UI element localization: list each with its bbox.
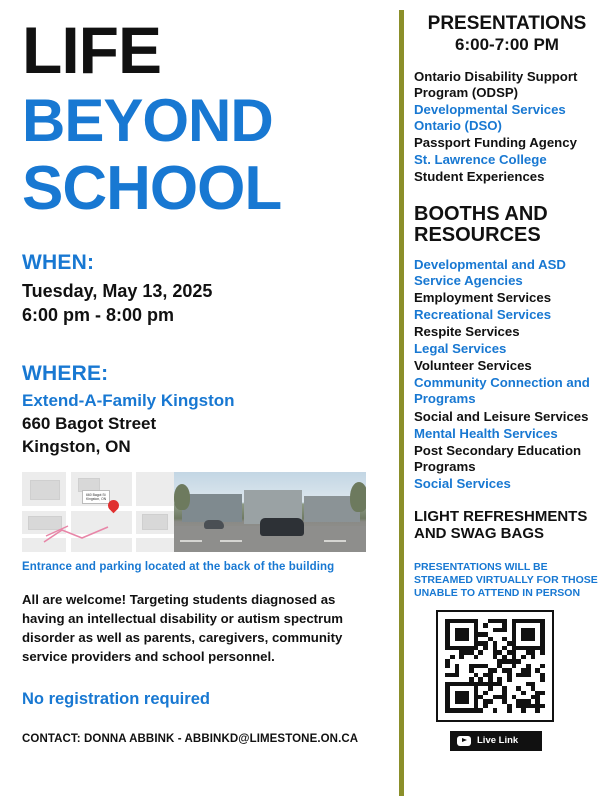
list-item: Volunteer Services bbox=[414, 358, 532, 374]
map-tooltip: 660 Bagot St Kingston, ON bbox=[82, 490, 110, 505]
image-strip bbox=[22, 472, 366, 552]
list-item: Legal Services bbox=[414, 341, 507, 357]
list-item: Student Experiences bbox=[414, 169, 545, 185]
presentations-list bbox=[414, 69, 600, 186]
refreshments-note: LIGHT REFRESHMENTS AND SWAG BAGS bbox=[414, 508, 588, 543]
title-line-beyond: BEYOND bbox=[22, 86, 273, 154]
when-label: WHEN: bbox=[22, 250, 95, 274]
booths-list bbox=[414, 257, 600, 492]
image-caption: Entrance and parking located at the back of the building bbox=[22, 560, 335, 573]
presentations-time: 6:00-7:00 PM bbox=[455, 34, 559, 54]
when-date: Tuesday, May 13, 2025 bbox=[22, 280, 213, 301]
qr-code-matrix bbox=[445, 619, 545, 713]
list-item: Social and Leisure Services bbox=[414, 408, 589, 424]
audience-description: All are welcome! Targeting students diagnosed as having an intellectual disability or autism spectrum disorder as well as parents, caregivers, community service providers and school personnel. bbox=[22, 591, 343, 665]
booths-title: BOOTHS AND RESOURCES bbox=[414, 202, 548, 247]
right-column bbox=[400, 0, 610, 807]
list-item: Post Secondary Education Programs bbox=[414, 442, 582, 474]
live-link-label: Live Link bbox=[477, 735, 519, 747]
list-item: Social Services bbox=[414, 475, 511, 491]
live-link-button[interactable] bbox=[450, 731, 542, 751]
list-item: Recreational Services bbox=[414, 307, 552, 323]
list-item: Passport Funding Agency bbox=[414, 135, 577, 151]
location-map-image[interactable] bbox=[22, 472, 174, 552]
qr-code[interactable] bbox=[436, 610, 554, 722]
where-organization: Extend-A-Family Kingston bbox=[22, 390, 235, 410]
no-registration-note: No registration required bbox=[22, 690, 210, 709]
title-line-life: LIFE bbox=[22, 13, 161, 87]
where-street: 660 Bagot Street bbox=[22, 414, 157, 434]
list-item: Respite Services bbox=[414, 324, 520, 340]
streaming-note: PRESENTATIONS WILL BE STREAMED VIRTUALLY FOR THOSE UNABLE TO ATTEND IN PERSON bbox=[414, 560, 598, 599]
list-item: Developmental and ASD Service Agencies bbox=[414, 256, 566, 288]
title-line-school: SCHOOL bbox=[22, 153, 282, 223]
presentations-title: PRESENTATIONS bbox=[427, 13, 587, 34]
vertical-divider bbox=[399, 10, 404, 796]
list-item: Employment Services bbox=[414, 289, 552, 305]
map-route-lines bbox=[42, 524, 112, 544]
when-time: 6:00 pm - 8:00 pm bbox=[22, 305, 175, 326]
building-photo-image bbox=[174, 472, 366, 552]
list-item: Developmental Services Ontario (DSO) bbox=[414, 102, 566, 134]
list-item: St. Lawrence College bbox=[414, 152, 547, 168]
list-item: Mental Health Services bbox=[414, 425, 558, 441]
list-item: Ontario Disability Support Program (ODSP) bbox=[414, 68, 578, 100]
where-label: WHERE: bbox=[22, 361, 109, 385]
where-city: Kingston, ON bbox=[22, 436, 131, 456]
list-item: Community Connection and Programs bbox=[414, 375, 590, 407]
poster-title bbox=[22, 13, 382, 223]
contact-info: CONTACT: DONNA ABBINK - ABBINKD@LIMESTONE.ON.CA bbox=[22, 733, 359, 746]
youtube-icon bbox=[457, 736, 471, 746]
